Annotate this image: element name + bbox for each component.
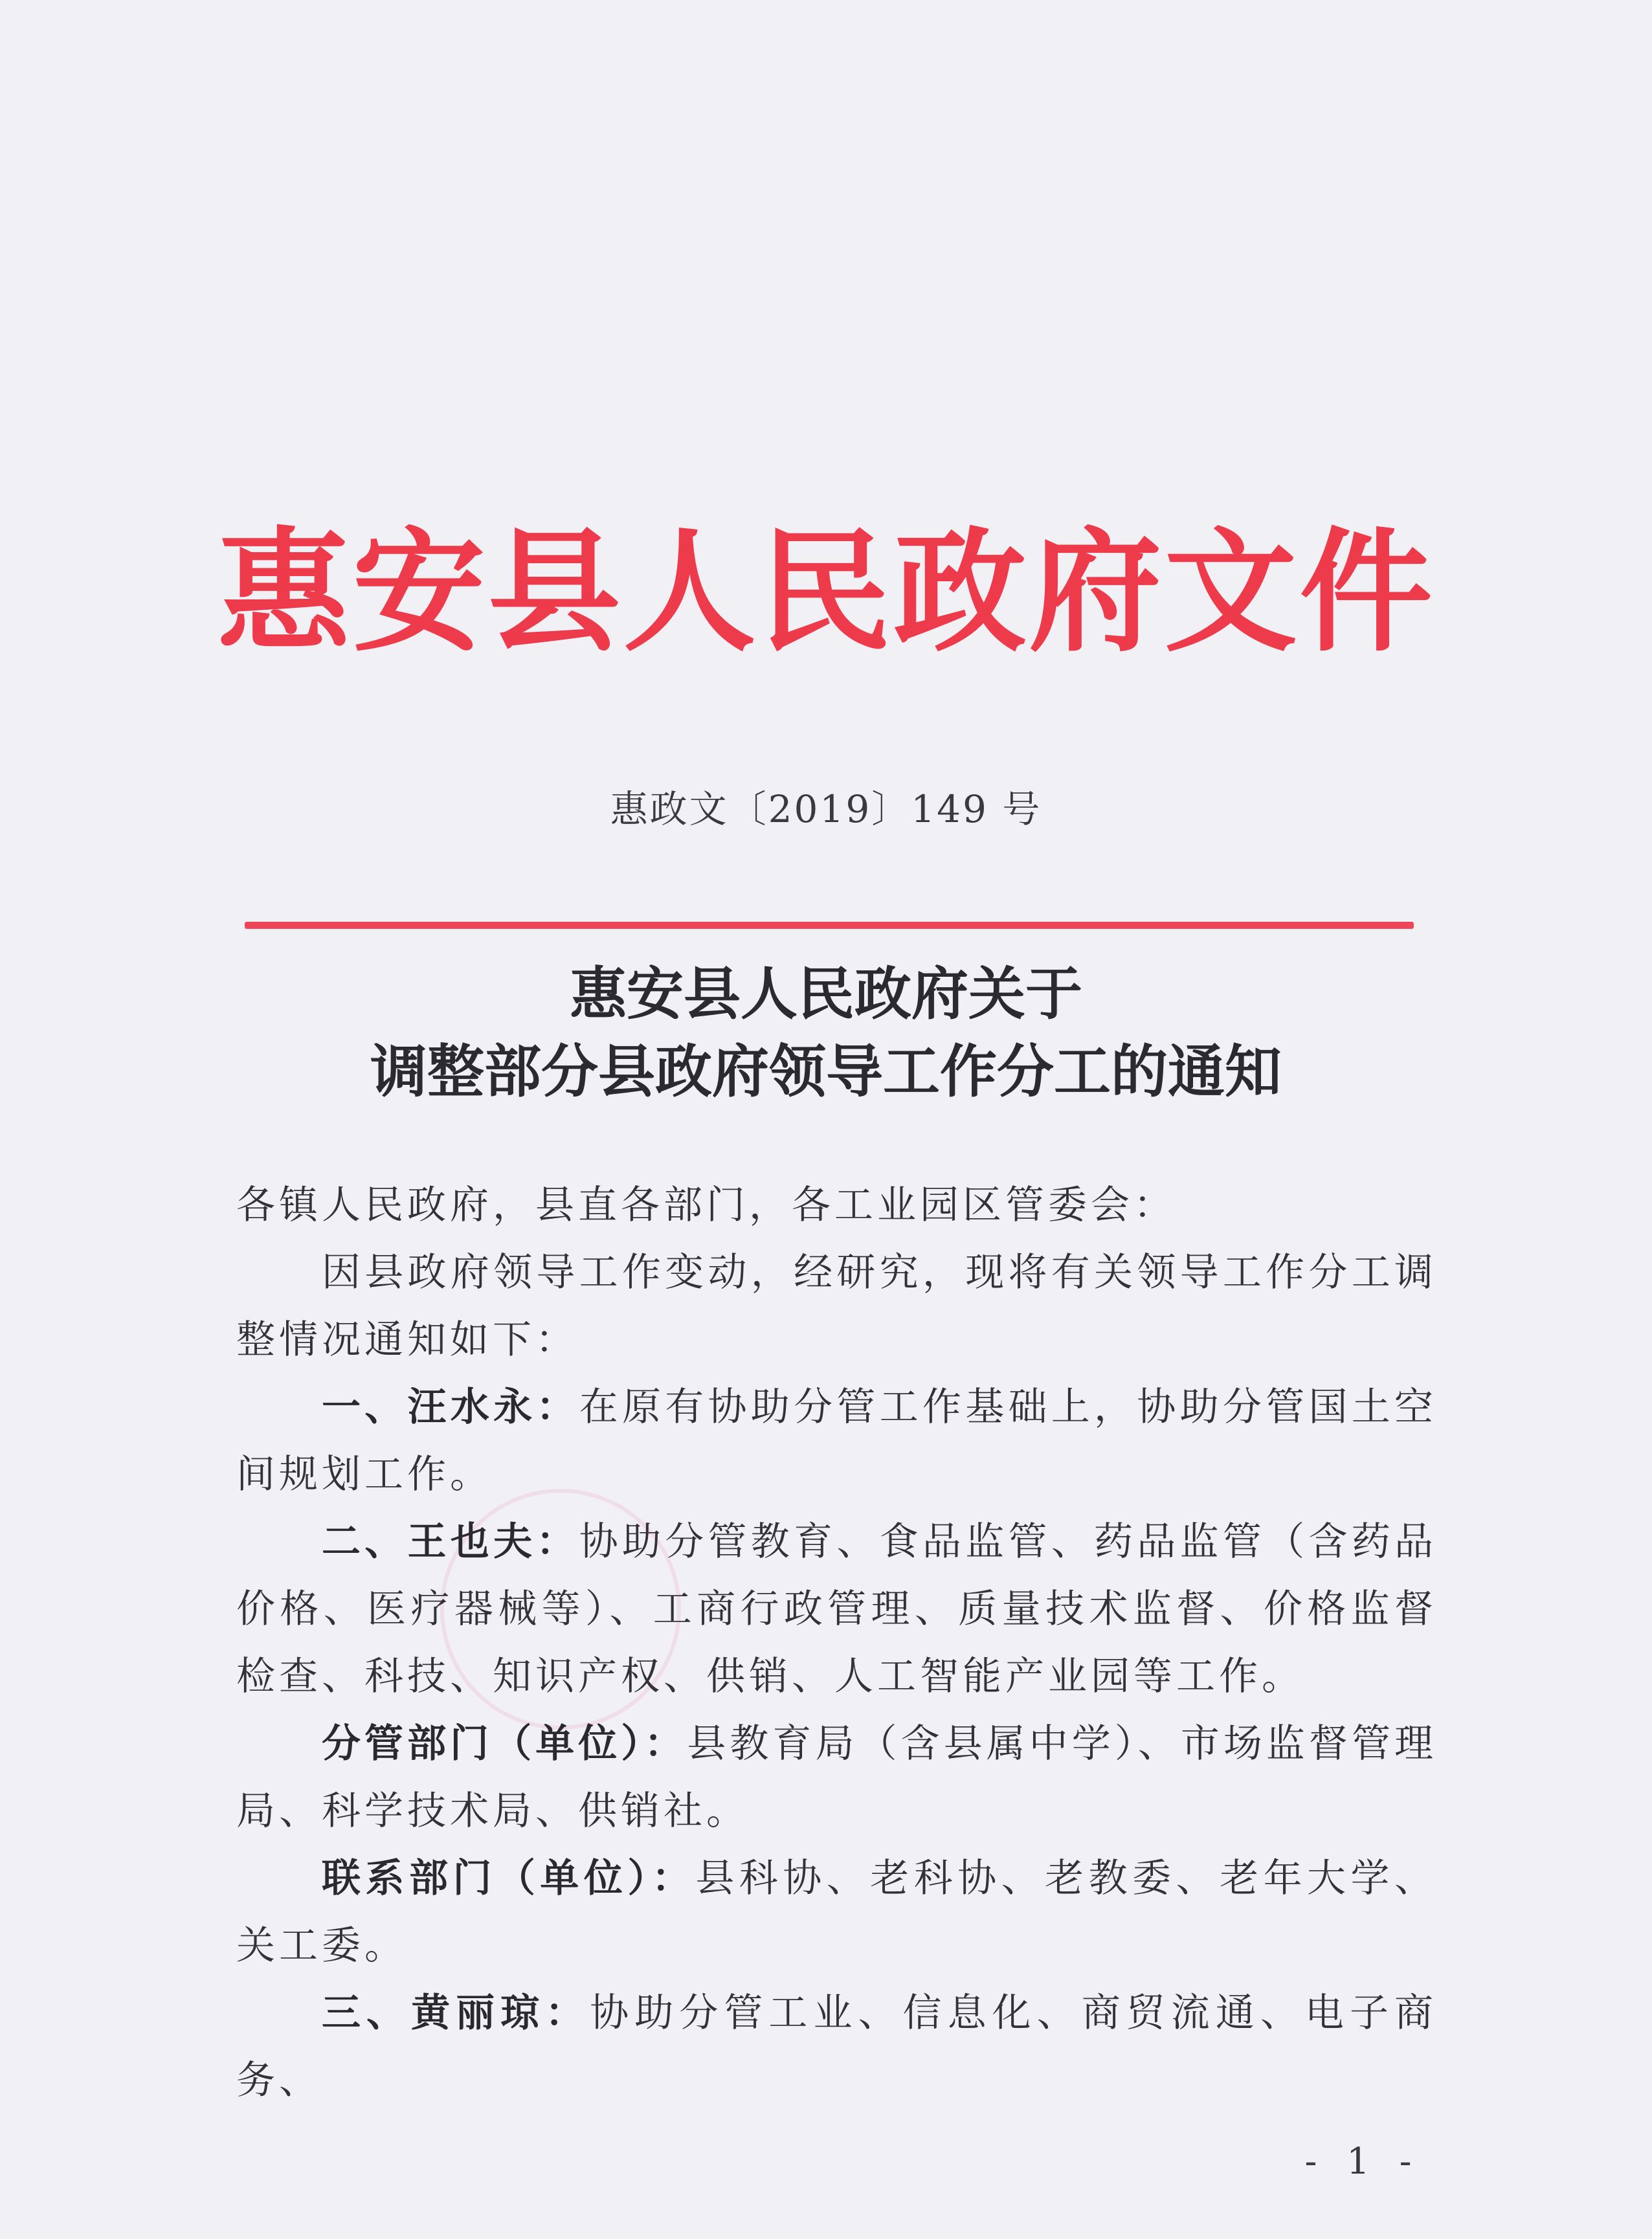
salutation: 各镇人民政府，县直各部门，各工业园区管委会： (236, 1183, 1176, 1228)
item-3-heading: 三、黄丽琼： (322, 1990, 590, 2036)
document-title-line-2: 调整部分县政府领导工作分工的通知 (370, 1038, 1282, 1105)
item-2-contacts-heading: 联系部门（单位）： (322, 1856, 696, 1901)
page-number: - 1 - (1304, 2141, 1421, 2183)
document-number: 惠政文〔2019〕149 号 (610, 787, 1042, 831)
item-2-contacts-paragraph (236, 1845, 1437, 1979)
document-title-line-1: 惠安县人民政府关于 (569, 960, 1082, 1027)
item-2-departments-text: 县教育局（含县属中学）、市场监督管理局、科学技术局、供销社。 (236, 1721, 1438, 1834)
item-1-heading: 一、汪水永： (322, 1385, 579, 1430)
item-2-heading: 二、王也夫： (322, 1519, 579, 1565)
red-separator-line (245, 922, 1414, 929)
intro-paragraph: 因县政府领导工作变动，经研究，现将有关领导工作分工调整情况通知如下： (236, 1250, 1437, 1363)
item-2-contacts-text: 县科协、老科协、老教委、老年大学、关工委。 (236, 1856, 1438, 1968)
item-3-text: 协助分管工业、信息化、商贸流通、电子商务、 (236, 1990, 1437, 2103)
item-2-text: 协助分管教育、食品监管、药品监管（含药品价格、医疗器械等）、工商行政管理、质量技术监督、价格监督检查、科技、知识产权、供销、人工智能产业园等工作。 (236, 1519, 1438, 1699)
item-2-departments-heading: 分管部门（单位）： (322, 1721, 687, 1766)
item-2-departments-paragraph (236, 1710, 1437, 1845)
agency-red-header: 惠安县人民政府文件 (217, 515, 1435, 670)
item-3-paragraph (236, 1979, 1437, 2114)
document-body (236, 1172, 1437, 2114)
item-2-paragraph (236, 1508, 1437, 1710)
item-1-paragraph (236, 1374, 1437, 1508)
item-1-text: 在原有协助分管工作基础上，协助分管国土空间规划工作。 (236, 1385, 1438, 1497)
